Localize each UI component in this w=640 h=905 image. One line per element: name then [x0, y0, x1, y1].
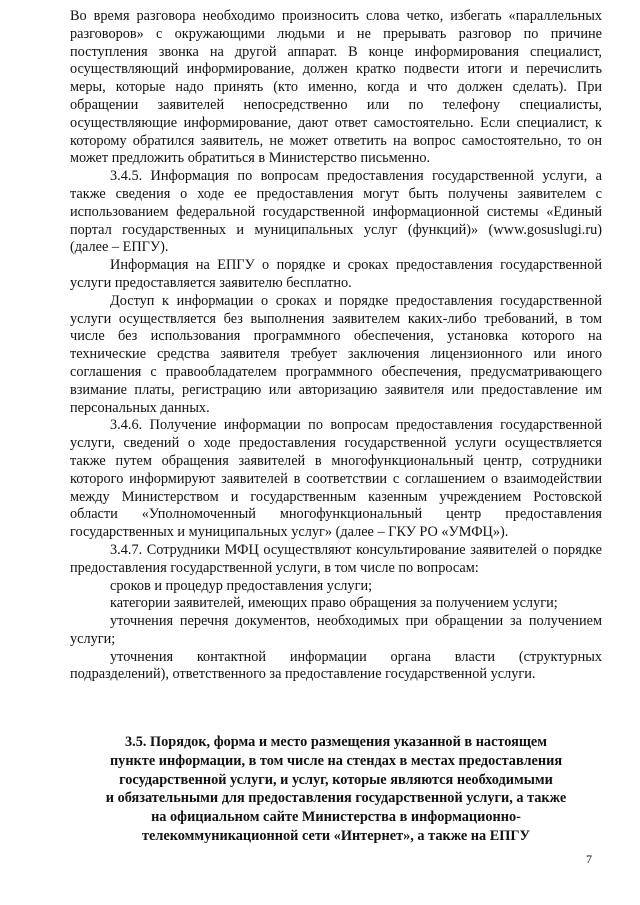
paragraph: Доступ к информации о сроках и порядке предоставления государственной услуги осуществляется без выполнения заявителем каких-либо требований, в том числе без использования программного обеспечения, установка которого на технические средства заявителя требует заключения лицензионного или иного соглашения с правообладателем программного обеспечения, предусматривающего взимание платы, регистрацию или авторизацию заявителя или предоставление им персональных данных.: [70, 292, 602, 416]
heading-line: и обязательными для предоставления государственной услуги, а также: [105, 790, 567, 807]
page-number: 7: [586, 852, 592, 866]
body-text: [70, 8, 602, 684]
heading-line: пункте информации, в том числе на стендах в местах предоставления: [109, 752, 563, 769]
paragraph: Во время разговора необходимо произносить слова четко, избегать «параллельных разговоров» с окружающими людьми и не прерывать разговор по причине поступления звонка на другой аппарат. В конце информирования специалист, осуществляющий информирование, должен кратко подвести итоги и перечислить меры, которые надо принять (кто именно, когда и что должен сделать). При обращении заявителей непосредственно или по телефону специалисты, осуществляющие информирование, дают ответ самостоятельно. Если специалист, к которому обратился заявитель, не может ответить на вопрос самостоятельно, то он может предложить обратиться в Министерство письменно.: [70, 8, 602, 167]
paragraph: 3.4.7. Сотрудники МФЦ осуществляют консультирование заявителей о порядке предоставления государственной услуги, в том числе по вопросам:: [70, 541, 602, 576]
heading-line: телекоммуникационной сети «Интернет», а также на ЕПГУ: [141, 827, 531, 844]
paragraph: уточнения перечня документов, необходимых при обращении за получением услуги;: [70, 613, 602, 647]
paragraph: Информация на ЕПГУ о порядке и сроках предоставления государственной услуги предоставляется заявителю бесплатно.: [70, 257, 602, 291]
section-heading: [70, 733, 602, 846]
heading-line: государственной услуги, и услуг, которые являются необходимыми: [119, 771, 553, 788]
paragraph: сроков и процедур предоставления услуги;: [110, 577, 373, 594]
heading-line: 3.5. Порядок, форма и место размещения указанной в настоящем: [124, 734, 548, 750]
paragraph: 3.4.5. Информация по вопросам предоставления государственной услуги, а также сведения о ходе ее предоставления могут быть получены заявителем с использованием федеральной государственной информационной системы «Единый портал государственных и муниципальных услуг (функций)» (www.gosuslugi.ru) (далее – ЕПГУ).: [70, 168, 602, 256]
paragraph: уточнения контактной информации органа власти (структурных подразделений), ответственного за предоставление государственной услуги.: [70, 648, 602, 683]
heading-line: на официальном сайте Министерства в информационно-: [151, 809, 521, 826]
paragraph: категории заявителей, имеющих право обращения за получением услуги;: [110, 595, 558, 612]
paragraph: 3.4.6. Получение информации по вопросам предоставления государственной услуги, сведений о ходе предоставления государственной услуги осуществляется также путем обращения заявителей в многофункциональный центр, сотрудники которого информируют заявителей в соответствии с соглашением о взаимодействии между Министерством и государственным казенным учреждением Ростовской области «Уполномоченный многофункциональный центр предоставления государственных и муниципальных услуг» (далее – ГКУ РО «УМФЦ»).: [70, 417, 602, 541]
